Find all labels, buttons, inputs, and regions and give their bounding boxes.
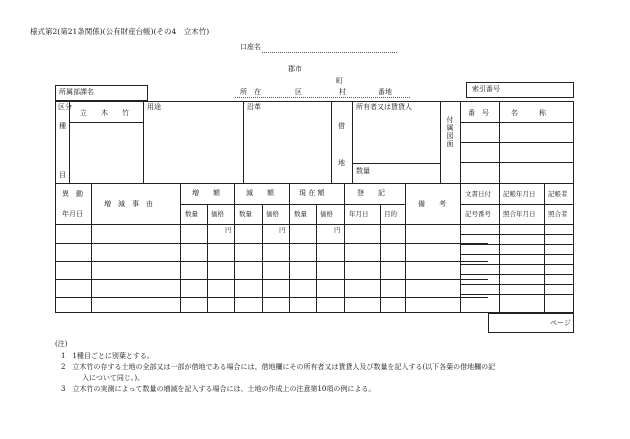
note-item-1: 1 1種目ごとに別葉とする。	[61, 352, 154, 360]
shakuchi-label-1: 借	[338, 122, 345, 130]
cur-price-label: 価格	[320, 210, 333, 218]
checker-label: 照合者	[548, 210, 568, 218]
increase-label: 増 額	[192, 189, 220, 197]
dec-price-label: 価格	[266, 210, 279, 218]
note-item-2-cont: 入について同じ。)。	[82, 374, 145, 382]
attach-label: 付属図面	[446, 116, 454, 148]
reason-label: 増 減 事 由	[104, 200, 153, 208]
reg-date-label: 年月日	[349, 210, 369, 218]
shakuchi-label-2: 地	[338, 159, 345, 167]
shu-label: 種	[59, 122, 66, 130]
note-item-2: 2 立木竹の存する土地の全部又は一部が借地である場合には、借地欄にその所有者又は賃貸人及び数量を記入する(以下各葉の借地欄の記	[61, 363, 496, 371]
decrease-label: 減 額	[246, 189, 274, 197]
page-label: ページ	[550, 319, 571, 327]
qty-label: 数量	[356, 167, 370, 175]
check-date-label: 照合年月日	[503, 210, 536, 218]
kuuza-underline	[262, 52, 397, 53]
inc-qty-label: 数量	[185, 210, 198, 218]
city-label: 郡市	[288, 65, 302, 73]
moku-label: 目	[59, 171, 66, 179]
town-label: 町	[336, 77, 343, 85]
date-label: 年月日	[62, 210, 83, 218]
name-label: 名 称	[511, 109, 546, 117]
tree-label: 立 木 竹	[80, 109, 129, 117]
kubun-label: 区分	[58, 103, 72, 111]
form-title: 様式第2(第21条関係)(公有財産台帳)(その4 立木竹)	[30, 27, 210, 36]
doc-date-label: 文書日付	[465, 190, 491, 198]
register-label: 登 記	[357, 189, 385, 197]
number-label: 番 号	[468, 109, 489, 117]
row2-bottom	[55, 183, 574, 184]
reg-purpose-label: 目的	[384, 210, 397, 218]
cur-qty-label: 数量	[294, 210, 307, 218]
mura-label: 村	[339, 88, 346, 96]
idou-label: 異 動	[62, 190, 83, 198]
row3-header-bottom	[55, 224, 574, 225]
yen-increase: 円	[225, 226, 232, 234]
history-label: 沿革	[247, 103, 261, 111]
yen-current: 円	[334, 226, 341, 234]
note-item-3: 3 立木竹の実測によって数量の増減を記入する場合には、土地の作成上の注意第10項の例による。	[61, 385, 376, 393]
inc-price-label: 価格	[211, 210, 224, 218]
dec-qty-label: 数量	[239, 210, 252, 218]
banchi-label: 番地	[378, 88, 392, 96]
data-row-line	[55, 261, 488, 262]
data-row-line	[55, 297, 488, 298]
notes-heading: (注)	[55, 340, 68, 348]
yen-decrease: 円	[279, 226, 286, 234]
recorder-label: 記帳者	[548, 190, 568, 198]
dept-label: 所属部課名	[59, 88, 94, 96]
ku-label: 区	[295, 88, 302, 96]
data-row-line	[55, 279, 488, 280]
index-label: 索引番号	[472, 85, 500, 93]
data-row-line	[55, 243, 488, 244]
rec-date-label: 記帳年月日	[503, 190, 536, 198]
location-underline	[235, 97, 410, 98]
current-label: 現 在 額	[299, 189, 325, 197]
owner-label: 所有者又は賃貸人	[356, 103, 412, 111]
location-label: 所 在	[240, 88, 261, 96]
kuuza-label: 口座名	[240, 43, 261, 51]
doc-no-label: 記号番号	[465, 210, 491, 218]
note-label: 備 考	[418, 200, 446, 208]
use-label: 用途	[147, 103, 161, 111]
